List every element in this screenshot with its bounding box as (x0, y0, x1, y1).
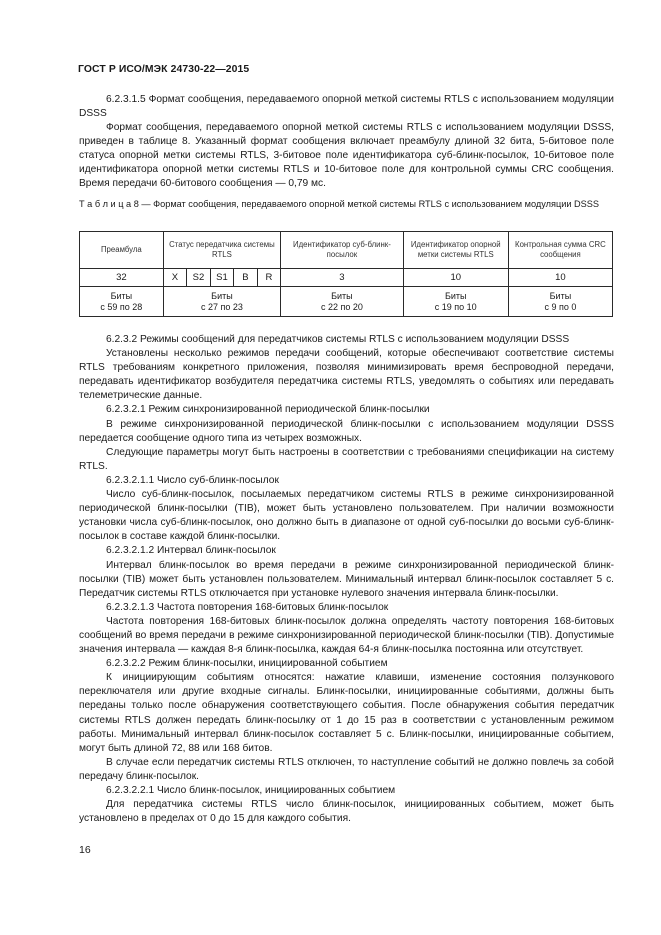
paragraph: Установлены несколько режимов передачи сообщений, которые обеспечивают соответствие системы RTLS требованиям конкретного приложения, позволяя минимизировать время беспроводной передачи, передавать идентификатор возбудителя передатчика системы RTLS, уведомлять о событиях или передавать телеметрические данные. (79, 348, 614, 402)
value-cell: S2 (187, 269, 210, 287)
bits-cell: Биты с 22 по 20 (281, 287, 404, 317)
message-format-table (79, 231, 613, 317)
bits-cell: Биты с 59 по 28 (80, 287, 164, 317)
paragraph: В случае если передатчик системы RTLS отключен, то наступление событий не должно повлечь за собой передачу блинк-посылок. (79, 756, 614, 782)
paragraph: Формат сообщения, передаваемого опорной меткой системы RTLS с использованием модуляции DSSS, приведен в таблице 8. Указанный формат сообщения включает преамбулу длиной 32 бита, 5-битовое поле статуса опорной метки системы RTLS, 3-битовое поле идентификатора суб-блинк-посылок, 10-битовое поле идентификатора опорной метки системы RTLS и 10-битовое поле для контрольной суммы CRC сообщения. Время передачи 60-битового сообщения — 0,79 мс. (79, 122, 614, 189)
section-6-2-3-1-5 (79, 93, 614, 191)
paragraph: Следующие параметры могут быть настроены в соответствии с требованиями спецификации на систему RTLS. (79, 446, 614, 472)
section-title: 6.2.3.2.1 Режим синхронизированной периодической блинк-посылки (106, 404, 430, 416)
section-title: 6.2.3.2.1.1 Число суб-блинк-посылок (106, 474, 279, 486)
paragraph: В режиме синхронизированной периодической блинк-посылки с использованием модуляции DSSS передается сообщение одного типа из четырех возможных. (79, 418, 614, 444)
paragraph: К инициирующим событиям относятся: нажатие клавиши, изменение состояния ползункового переключателя или другие входные сигналы. Блинк-посылки, инициированные событиями, должны быть переданы только после обнаружения соответствующего события. После обнаружения события передатчик системы RTLS должен передать блинк-посылку от 1 до 15 раз в соответствии с установленным режимом работы. Минимальный интервал блинк-посылок составляет 5 с. Блинк-посылки, инициированные событием, могут быть длиной 72, 88 или 168 битов. (79, 672, 614, 754)
section-title: 6.2.3.2.1.3 Частота повторения 168-битовых блинк-посылок (106, 601, 389, 613)
value-cell: R (257, 269, 280, 287)
bits-cell: Биты с 19 по 10 (403, 287, 508, 317)
page-header: ГОСТ Р ИСО/МЭК 24730-22—2015 (78, 64, 250, 75)
table-caption: Т а б л и ц а 8 — Формат сообщения, передаваемого опорной меткой системы RTLS с использованием модуляции DSSS (79, 199, 600, 209)
bits-cell: Биты с 27 по 23 (163, 287, 280, 317)
header-cell: Контрольная сумма CRC сообщения (508, 232, 612, 269)
bits-cell: Биты с 9 по 0 (508, 287, 612, 317)
paragraph: Число суб-блинк-посылок, посылаемых передатчиком системы RTLS в режиме синхронизированной периодической блинк-посылки (TIB), может быть установлено пользователем. При наличии возможности установки числа суб-блинк-посылок, оно должно быть в диапазоне от одной суб-посылки до восьми суб-блинк-посылок в составе каждой блинк-посылки. (79, 489, 614, 543)
value-cell: S1 (210, 269, 233, 287)
value-cell: X (163, 269, 186, 287)
value-cell: 3 (281, 269, 404, 287)
page-number: 16 (79, 844, 91, 856)
header-cell: Статус передатчика системы RTLS (163, 232, 280, 269)
value-cell: B (234, 269, 257, 287)
value-cell: 32 (80, 269, 164, 287)
value-cell: 10 (403, 269, 508, 287)
header-cell: Идентификатор опорной метки системы RTLS (403, 232, 508, 269)
paragraph: Частота повторения 168-битовых блинк-посылок должна определять частоту повторения 168-битовых сообщений во время передачи в режиме синхронизированной периодической блинк-посылки (TIB). Допустимые значения интервала — каждая 8-я блинк-посылка, каждая 64-я блинк-посылка постоянна или отсутствует. (79, 615, 614, 656)
header-cell: Идентификатор суб-блинк-посылок (281, 232, 404, 269)
section-title: 6.2.3.2.1.2 Интервал блинк-посылок (106, 545, 276, 557)
value-cell: 10 (508, 269, 612, 287)
section-title: 6.2.3.2.2.1 Число блинк-посылок, инициированных событием (106, 785, 396, 796)
paragraph: Интервал блинк-посылок во время передачи в режиме синхронизированной периодической блинк-посылки (TIB) может быть установлен пользователем. Минимальный интервал блинк-посылок составляет 5 с. Передатчик системы RTLS отключается при установке нулевого значения интервала блинк-посылки. (79, 559, 614, 599)
header-cell: Преамбула (80, 232, 164, 269)
paragraph: Для передатчика системы RTLS число блинк-посылок, инициированных событием, может быть установлено в пределах от 0 до 15 для каждого события. (79, 799, 614, 825)
section-title: 6.2.3.1.5 Формат сообщения, передаваемого опорной меткой системы RTLS с использованием модуляции DSSS (79, 94, 614, 119)
section-6-2-3-2 (79, 333, 614, 826)
section-title: 6.2.3.2.2 Режим блинк-посылки, инициированной событием (106, 658, 388, 670)
section-title: 6.2.3.2 Режимы сообщений для передатчиков системы RTLS с использованием модуляции DSSS (106, 334, 570, 345)
